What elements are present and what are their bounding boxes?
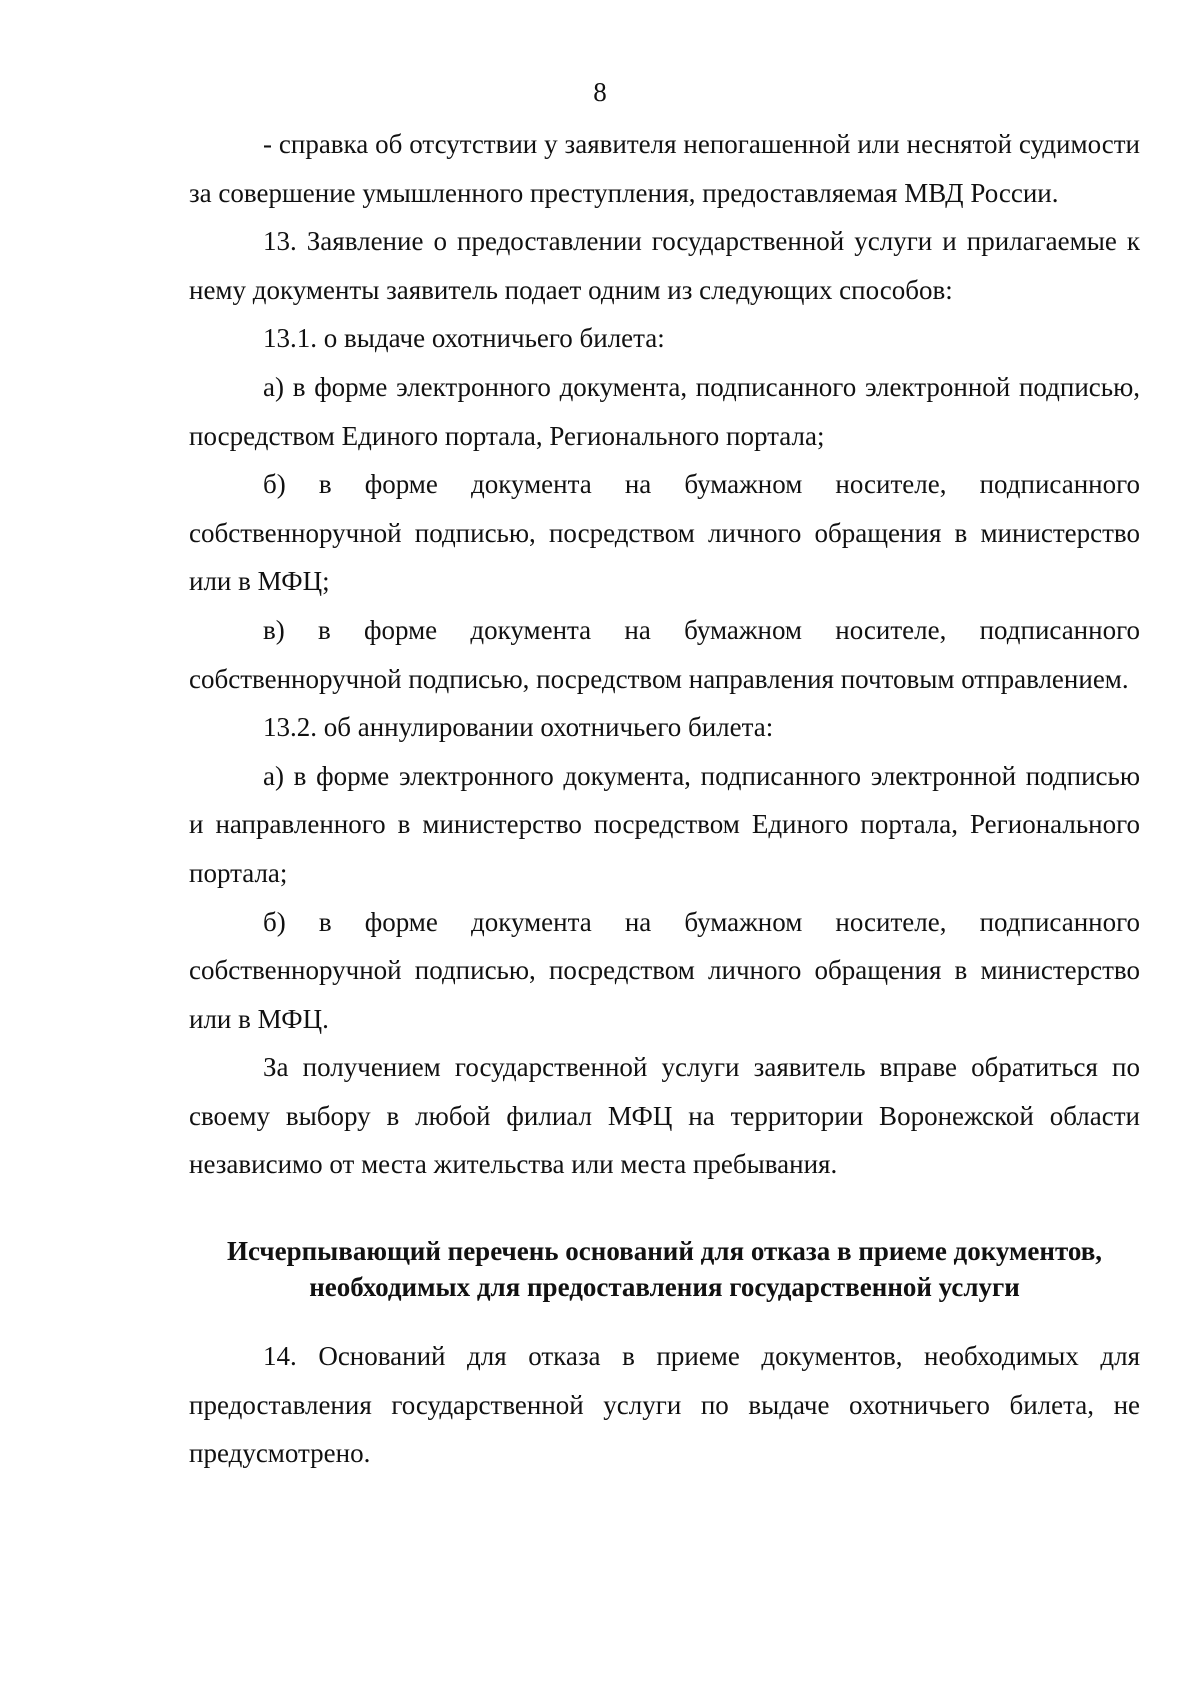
paragraph-13-2-cancellation: 13.2. об аннулировании охотничьего билета: bbox=[263, 712, 774, 743]
paragraph-13-2-a: а) в форме электронного документа, подписанного электронной подписью и направленного в министерство посредством Единого портала, Регионального портала; bbox=[189, 760, 1140, 888]
paragraph-mfc-branch: За получением государственной услуги заявитель вправе обратиться по своему выбору в любой филиал МФЦ на территории Воронежской области независимо от места жительства или места пребывания. bbox=[189, 1052, 1140, 1180]
paragraph-13-1-v: в) в форме документа на бумажном носителе, подписанного собственноручной подписью, посредством направления почтовым отправлением. bbox=[189, 614, 1140, 694]
paragraph-14-no-refusal-grounds: 14. Оснований для отказа в приеме документов, необходимых для предоставления государственной услуги по выдаче охотничьего билета, не предусмотрено. bbox=[189, 1341, 1140, 1469]
section-heading-line-1: Исчерпывающий перечень оснований для отказа в приеме документов, bbox=[226, 1236, 1103, 1267]
section-heading-line-2: необходимых для предоставления государственной услуги bbox=[309, 1272, 1020, 1303]
document-body bbox=[189, 120, 1140, 1478]
paragraph-13-submission-methods: 13. Заявление о предоставлении государственной услуги и прилагаемые к нему документы заявитель подает одним из следующих способов: bbox=[189, 226, 1140, 305]
paragraph-13-1-a: а) в форме электронного документа, подписанного электронной подписью, посредством Единого портала, Регионального портала; bbox=[189, 371, 1140, 451]
paragraph-13-1-b: б) в форме документа на бумажном носителе, подписанного собственноручной подписью, посредством личного обращения в министерство или в МФЦ; bbox=[189, 469, 1140, 597]
paragraph-criminal-record-certificate: - справка об отсутствии у заявителя непогашенной или неснятой судимости за совершение умышленного преступления, предоставляемая МВД России. bbox=[189, 129, 1140, 208]
paragraph-13-2-b: б) в форме документа на бумажном носителе, подписанного собственноручной подписью, посредством личного обращения в министерство или в МФЦ. bbox=[189, 906, 1140, 1034]
page-number: 8 bbox=[593, 77, 607, 107]
paragraph-13-1-issuance: 13.1. о выдаче охотничьего билета: bbox=[263, 323, 665, 354]
section-heading bbox=[189, 1233, 1140, 1305]
